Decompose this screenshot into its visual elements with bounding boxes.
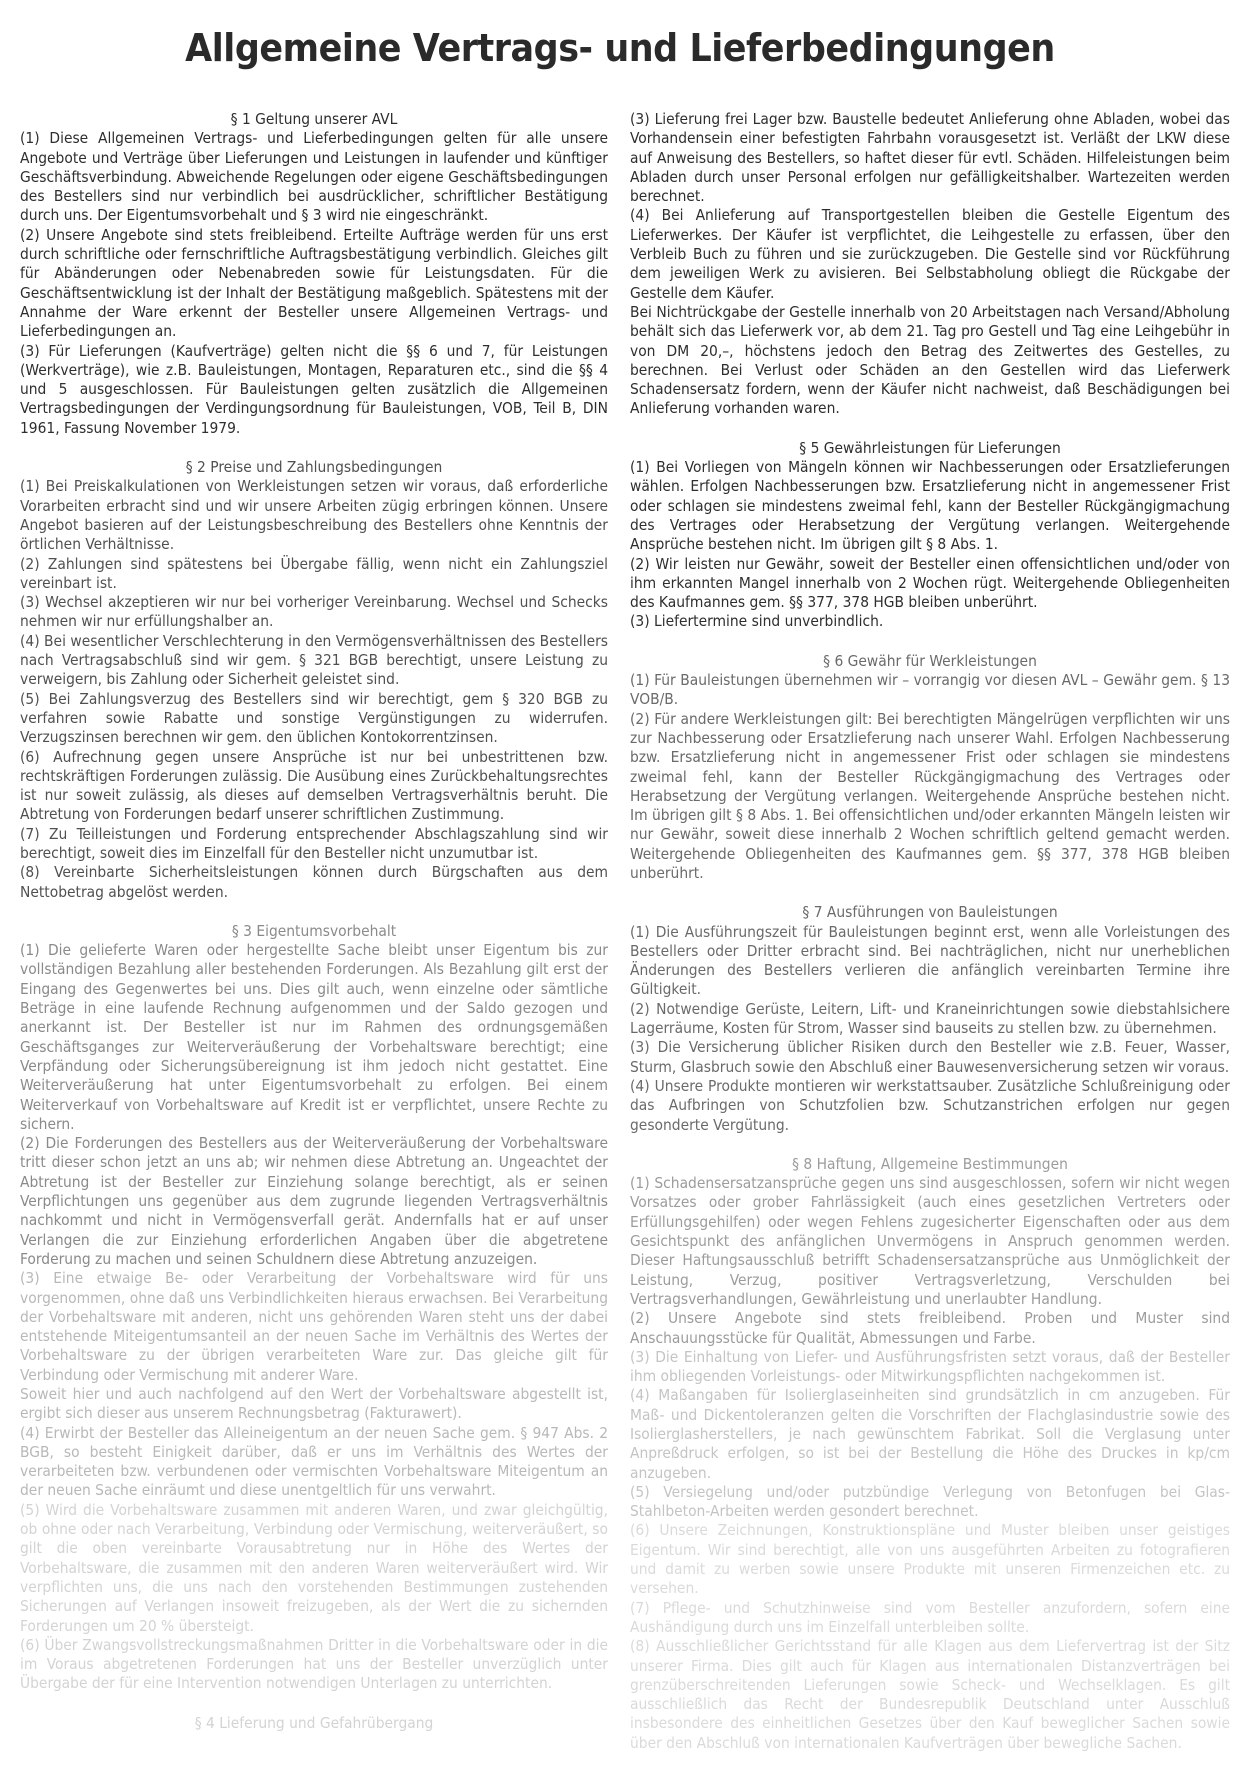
paragraph: (2) Notwendige Gerüste, Leitern, Lift- und Kraneinrichtungen sowie diebstahlsichere Lagerräume, Kosten für Strom, Wasser sind bauseits zu stellen bzw. zu übernehmen. <box>630 999 1230 1038</box>
left-column <box>20 110 608 1753</box>
paragraph: (2) Zahlungen sind spätestens bei Übergabe fällig, wenn nicht ein Zahlungsziel vereinbart ist. <box>20 554 608 592</box>
section-heading: § 8 Haftung, Allgemeine Bestimmungen <box>792 1154 1068 1173</box>
paragraph: (3) Wechsel akzeptieren wir nur bei vorheriger Vereinbarung. Wechsel und Schecks nehmen wir nur erfüllungshalber an. <box>20 593 608 631</box>
paragraph: (1) Schadensersatzansprüche gegen uns sind ausgeschlossen, sofern wir nicht wegen Vorsatzes oder grober Fahrlässigkeit (auch eines gesetzlichen Vertreters oder Erfüllungsgehilfen) oder wegen Fehlens zugesicherter Eigenschaften oder aus dem Gesichtspunkt des anfänglichen Unvermögens in Anspruch genommen werden. Dieser Haftungsausschluß betrifft Schadensersatzansprüche aus Unmöglichkeit der Leistung, Verzug, positiver Vertragsverletzung, Verschulden bei Vertragsverhandlungen, Gewährleistung und unerlaubter Handlung. <box>630 1174 1230 1308</box>
paragraph: (8) Ausschließlicher Gerichtsstand für alle Klagen aus dem Liefervertrag ist der Sitz unserer Firma. Dies gilt auch für Klagen aus internationalen Distanzverträgen bei grenzüberschreitenden Lieferungen sowie Scheck- und Wechselklagen. Es gilt ausschließlich das Recht der Bundesrepublik Deutschland unter Ausschluß insbesondere des einheitlichen Gesetzes über den Kauf beweglicher Sachen sowie über den Abschluß von internationalen Kaufverträgen über bewegliche Sachen. <box>630 1637 1230 1752</box>
paragraph: (3) Die Einhaltung von Liefer- und Ausführungsfristen setzt voraus, daß der Besteller ihm obliegenden Vorleistungs- oder Mitwirkungspflichten nachgekommen ist. <box>630 1347 1230 1386</box>
paragraph: (2) Unsere Angebote sind stets freibleibend. Proben und Muster sind Anschauungsstücke für Qualität, Abmessungen und Farbe. <box>630 1309 1230 1347</box>
section-7 <box>630 903 1230 1135</box>
paragraph: (5) Bei Zahlungsverzug des Bestellers sind wir berechtigt, gem § 320 BGB zu verfahren sowie Rabatte und sonstige Vergünstigungen zu widerrufen. Verzugszinsen berechnen wir gem. den üblichen Kontokorrentzinsen. <box>20 689 608 747</box>
paragraph: (5) Wird die Vorbehaltsware zusammen mit anderen Waren, und zwar gleichgültig, ob ohne oder nach Verarbeitung, Verbindung oder Vermischung, weiterveräußert, so gilt die oben vereinbarte Vorausabtretung nur in Höhe des Wertes der Vorbehaltsware, die zusammen mit den anderen Waren weiterveräußert wird. Wir verpflichten uns, die uns nach den vorstehenden Bestimmungen zustehenden Sicherungen auf Verlangen insoweit freizugeben, als der Wert die zu sichernden Forderungen um 20 % übersteigt. <box>20 1500 608 1635</box>
section-1 <box>20 110 608 438</box>
paragraph: (6) Unsere Zeichnungen, Konstruktionspläne und Muster bleiben unser geistiges Eigentum. Wir sind berechtigt, alle von uns ausgeführten Arbeiten zu fotografieren und damit zu werben sowie unsere Produkte mit unseren Firmenzeichen etc. zu versehen. <box>630 1521 1230 1598</box>
paragraph: (1) Bei Preiskalkulationen von Werkleistungen setzen wir voraus, daß erforderliche Vorarbeiten erbracht sind und wir unsere Arbeiten zügig erbringen können. Unsere Angebot basieren auf der Leistungsbeschreibung des Bestellers ohne Kenntnis der örtlichen Verhältnisse. <box>20 477 608 554</box>
paragraph: (1) Bei Vorliegen von Mängeln können wir Nachbesserungen oder Ersatzlieferungen wählen. Erfolgen Nachbesserungen bzw. Ersatzlieferung nicht in angemessener Frist oder schlagen sie mindestens zweimal fehl, kann der Besteller Rückgängigmachung des Vertrages oder Herabsetzung der Vergütung verlangen. Weitergehende Ansprüche bestehen nicht. Im übrigen gilt § 8 Abs. 1. <box>630 458 1230 554</box>
paragraph: (5) Versiegelung und/oder putzbündige Verlegung von Betonfugen bei Glas-Stahlbeton-Arbeiten werden gesondert berechnet. <box>630 1482 1230 1521</box>
paragraph: (1) Diese Allgemeinen Vertrags- und Lieferbedingungen gelten für alle unsere Angebote und Verträge über Lieferungen und Leistungen in laufender und künftiger Geschäftsverbindung. Abweichende Regelungen oder eigene Geschäftsbedingungen des Bestellers sind nur verbindlich bei ausdrücklicher, schriftlicher Bestätigung durch uns. Der Eigentumsvorbehalt und § 3 wird nie eingeschränkt. <box>20 129 608 225</box>
paragraph: (2) Wir leisten nur Gewähr, soweit der Besteller einen offensichtlichen und/oder von ihm erkannten Mangel innerhalb von 2 Wochen rügt. Weitergehende Obliegenheiten des Kaufmannes gem. §§ 377, 378 HGB bleiben unberührt. <box>630 554 1230 612</box>
paragraph: (2) Unsere Angebote sind stets freibleibend. Erteilte Aufträge werden für uns erst durch schriftliche oder fernschriftliche Auftragsbestätigung verbindlich. Gleiches gilt für Abänderungen oder Nebenabreden sowie für Leistungsdaten. Für die Geschäftsentwicklung ist der Inhalt der Bestätigung maßgeblich. Spätestens mit der Annahme der Ware erkennt der Besteller unsere Allgemeinen Vertrags- und Lieferbedingungen an. <box>20 225 608 341</box>
section-8 <box>630 1155 1230 1753</box>
paragraph: (4) Bei Anlieferung auf Transportgestellen bleiben die Gestelle Eigentum des Lieferwerkes. Der Käufer ist verpflichtet, die Leihgestelle zu erfassen, über den Verbleib Buch zu führen und sie zurückzugeben. Die Gestelle sind vor Rückführung dem jeweiligen Werk zu avisieren. Bei Selbstabholung obliegt die Rückgabe der Gestelle dem Käufer. <box>630 206 1230 302</box>
paragraph: (4) Maßangaben für Isolierglaseinheiten sind grundsätzlich in cm anzugeben. Für Maß- und Dickentoleranzen gelten die Vorschriften der Flachglasindustrie sowie des Isolierglasherstellers, je nach gewünschtem Fabrikat. Soll die Verglasung unter Anpreßdruck erfolgen, so ist bei der Bestellung die Höhe des Druckes in kp/cm anzugeben. <box>630 1386 1230 1482</box>
paragraph: (7) Zu Teilleistungen und Forderung entsprechender Abschlagszahlung sind wir berechtigt, soweit dies im Einzelfall für den Besteller nicht unzumutbar ist. <box>20 824 608 862</box>
paragraph: (8) Vereinbarte Sicherheitsleistungen können durch Bürgschaften aus dem Nettobetrag abgelöst werden. <box>20 863 608 901</box>
paragraph: (2) Für andere Werkleistungen gilt: Bei berechtigten Mängelrügen verpflichten wir uns zur Nachbesserung oder Ersatzlieferung nach unserer Wahl. Erfolgen Nachbesserung bzw. Ersatzlieferung nicht in angemessener Frist oder schlagen sie mindestens zweimal fehl, kann der Besteller Rückgängigmachung des Vertrages oder Herabsetzung der Vergütung verlangen. Weitergehende Ansprüche bestehen nicht. Im übrigen gilt § 8 Abs. 1. Bei offensichtlichen und/oder erkannten Mängeln leisten wir nur Gewähr, soweit diese innerhalb 2 Wochen schriftlich geltend gemacht werden. Weitergehende Obliegenheiten des Kaufmannes gem. §§ 377, 378 HGB bleiben unberührt. <box>630 709 1230 882</box>
section-heading: § 6 Gewähr für Werkleistungen <box>823 651 1037 670</box>
section-heading: § 7 Ausführungen von Bauleistungen <box>802 903 1058 922</box>
paragraph: (4) Bei wesentlicher Verschlechterung in den Vermögensverhältnissen des Bestellers nach Vertragsabschluß sind wir gem. § 321 BGB berechtigt, unsere Leistung zu verweigern, bis Zahlung oder Sicherheit geleistet sind. <box>20 631 608 689</box>
section-heading: § 3 Eigentumsvorbehalt <box>231 921 397 940</box>
paragraph: Soweit hier und auch nachfolgend auf den Wert der Vorbehaltsware abgestellt ist, ergibt sich dieser aus unserem Rechnungsbetrag (Fakturawert). <box>20 1385 608 1423</box>
paragraph: (3) Für Lieferungen (Kaufverträge) gelten nicht die §§ 6 und 7, für Leistungen (Werkverträge), wie z.B. Bauleistungen, Montagen, Reparaturen etc., sind die §§ 4 und 5 ausgeschlossen. Für Bauleistungen gelten zusätzlich die Allgemeinen Vertragsbedingungen der Verdingungsordnung für Bauleistungen, VOB, Teil B, DIN 1961, Fassung November 1979. <box>20 341 608 437</box>
paragraph: (3) Die Versicherung üblicher Risiken durch den Besteller wie z.B. Feuer, Wasser, Sturm, Glasbruch sowie den Abschluß einer Bauwesenversicherung setzen wir voraus. <box>630 1038 1230 1076</box>
section-5 <box>630 439 1230 632</box>
paragraph: (4) Erwirbt der Besteller das Alleineigentum an der neuen Sache gem. § 947 Abs. 2 BGB, so besteht Einigkeit darüber, daß er uns im Verhältnis des Wertes der verarbeiteten bzw. verbundenen oder vermischten Vorbehaltsware Miteigentum an der neuen Sache einräumt und diese unentgeltlich für uns verwahrt. <box>20 1423 608 1500</box>
paragraph: (3) Eine etwaige Be- oder Verarbeitung der Vorbehaltsware wird für uns vorgenommen, ohne daß uns Verbindlichkeiten hieraus erwachsen. Bei Verarbeitung der Vorbehaltsware mit anderen, nicht uns gehörenden Waren steht uns der dabei entstehende Miteigentumsanteil an der neuen Sache im Verhältnis des Wertes der Vorbehaltsware zu der übrigen verarbeiteten Ware zur. Das gleiche gilt für Verbindung oder Vermischung mit anderer Ware. <box>20 1269 608 1384</box>
section-4-continued <box>630 110 1230 419</box>
paragraph: (1) Die gelieferte Waren oder hergestellte Sache bleibt unser Eigentum bis zur vollständigen Bezahlung aller bestehenden Forderungen. Als Bezahlung gilt erst der Eingang des Gegenwertes bei uns. Dies gilt auch, wenn einzelne oder sämtliche Beträge in eine laufende Rechnung aufgenommen und der Saldo gezogen und anerkannt ist. Der Besteller ist nur im Rahmen des ordnungsgemäßen Geschäftsganges zur Weiterveräußerung der Vorbehaltsware berechtigt; eine Verpfändung oder Sicherungsübereignung ist ihm jedoch nicht gestattet. Eine Weiterveräußerung hat unter Eigentumsvorbehalt zu erfolgen. Bei einem Weiterverkauf von Vorbehaltsware auf Kredit ist er verpflichtet, unsere Rechte zu sichern. <box>20 941 608 1133</box>
section-2 <box>20 458 608 902</box>
right-column <box>630 110 1230 1773</box>
paragraph: (1) Für Bauleistungen übernehmen wir – vorrangig vor diesen AVL – Gewähr gem. § 13 VOB/B. <box>630 671 1230 709</box>
paragraph: (3) Lieferung frei Lager bzw. Baustelle bedeutet Anlieferung ohne Abladen, wobei das Vorhandensein einer befestigten Fahrbahn vorausgesetzt ist. Verläßt der LKW diese auf Anweisung des Bestellers, so haftet dieser für evtl. Schäden. Hilfeleistungen beim Abladen durch unser Personal erfolgen nur gefälligkeitshalber. Wartezeiten werden berechnet. <box>630 110 1230 206</box>
paragraph: (1) Die Ausführungszeit für Bauleistungen beginnt erst, wenn alle Vorleistungen des Bestellers oder Dritter erbracht sind. Bei nachträglichen, nicht nur unerheblichen Änderungen des Bestellers verlieren die anfänglich vereinbarten Termine ihre Gültigkeit. <box>630 922 1230 999</box>
section-heading: § 1 Geltung unserer AVL <box>230 110 398 128</box>
section-heading: § 2 Preise und Zahlungsbedingungen <box>185 458 443 477</box>
page-title: Allgemeine Vertrags- und Lieferbedingungen <box>185 26 1055 70</box>
paragraph: (2) Die Forderungen des Bestellers aus der Weiterveräußerung der Vorbehaltsware tritt dieser schon jetzt an uns ab; wir nehmen diese Abtretung an. Ungeachtet der Abtretung ist der Besteller zur Einziehung solange berechtigt, als er seinen Verpflichtungen uns gegenüber aus dem zugrunde liegenden Vertragsverhältnis nachkommt und nicht in Vermögensverfall gerät. Andernfalls hat er auf unser Verlangen die zur Einziehung erforderlichen Angaben über die abgetretene Forderung zu machen und seinen Schuldnern diese Abtretung anzuzeigen. <box>20 1134 608 1268</box>
paragraph: (3) Liefertermine sind unverbindlich. <box>630 612 884 631</box>
section-6 <box>630 652 1230 884</box>
paragraph: Bei Nichtrückgabe der Gestelle innerhalb von 20 Arbeitstagen nach Versand/Abholung behält sich das Lieferwerk vor, ab dem 21. Tag pro Gestell und Tag eine Leihgebühr in von DM 20,–, höchstens jedoch den Betrag des Zeitwertes des Gestelles, zu berechnen. Bei Verlust oder Schäden an den Gestellen wird das Lieferwerk Schadensersatz fordern, wenn der Käufer nicht nachweist, daß Beschädigungen bei Anlieferung vorhanden waren. <box>630 302 1230 418</box>
section-heading: § 4 Lieferung und Gefahrübergang <box>194 1713 434 1732</box>
paragraph: (6) Aufrechnung gegen unsere Ansprüche ist nur bei unbestrittenen bzw. rechtskräftigen Forderungen zulässig. Die Ausübung eines Zurückbehaltungsrechtes ist nur soweit zulässig, als dieses auf demselben Vertragsverhältnis beruht. Die Abtretung von Forderungen bedarf unserer schriftlichen Zustimmung. <box>20 747 608 824</box>
section-heading: § 5 Gewährleistungen für Lieferungen <box>799 438 1061 457</box>
paragraph: (6) Über Zwangsvollstreckungsmaßnahmen Dritter in die Vorbehaltsware oder in die im Voraus abgetretenen Forderungen hat uns der Besteller unverzüglich unter Übergabe der für eine Intervention notwendigen Unterlagen zu unterrichten. <box>20 1635 608 1693</box>
section-3 <box>20 922 608 1694</box>
paragraph: (7) Pflege- und Schutzhinweise sind vom Besteller anzufordern, sofern eine Aushändigung durch uns im Einzelfall unterbleiben sollte. <box>630 1598 1230 1636</box>
paragraph: (4) Unsere Produkte montieren wir werkstattsauber. Zusätzliche Schlußreinigung oder das Aufbringen von Schutzfolien bzw. Schutzanstrichen erfolgen nur gegen gesonderte Vergütung. <box>630 1076 1230 1134</box>
section-4 <box>20 1714 608 1733</box>
